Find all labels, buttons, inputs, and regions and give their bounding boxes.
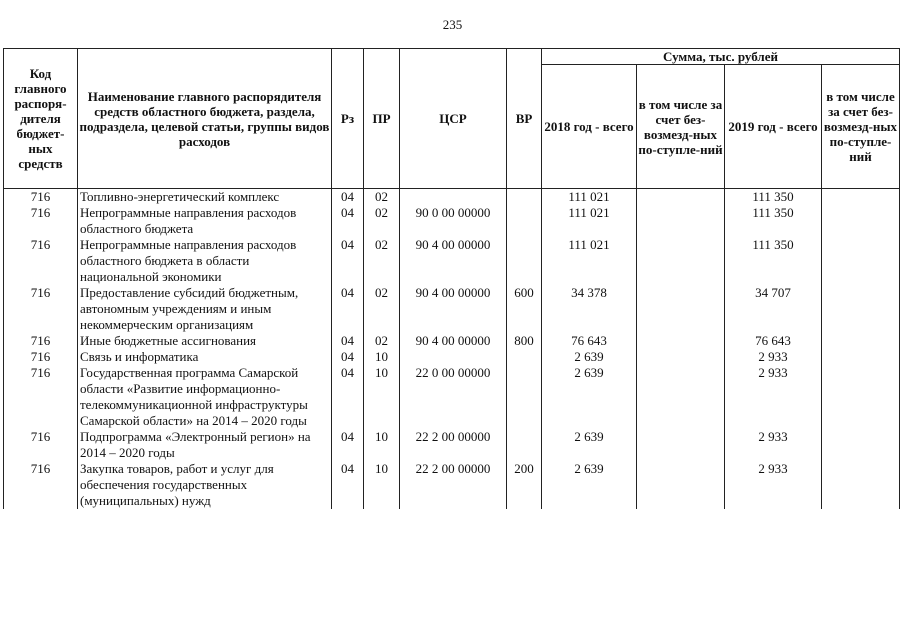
row-2019-free [822,365,900,429]
row-csr: 90 4 00 00000 [400,333,507,349]
row-pr: 10 [364,461,400,509]
row-code: 716 [4,205,78,237]
row-2018-total: 2 639 [542,461,637,509]
row-code: 716 [4,429,78,461]
row-2018-total: 111 021 [542,205,637,237]
row-csr: 90 4 00 00000 [400,285,507,333]
header-2018-total: 2018 год - всего [542,65,637,189]
table-row [4,461,900,509]
row-2018-free [637,349,725,365]
header-sum-group: Сумма, тыс. рублей [542,49,900,65]
row-code: 716 [4,333,78,349]
table-body [4,189,900,510]
row-csr: 90 4 00 00000 [400,237,507,285]
row-csr: 90 0 00 00000 [400,205,507,237]
row-pr: 10 [364,365,400,429]
row-pr: 10 [364,349,400,365]
row-2019-free [822,189,900,206]
row-2018-free [637,461,725,509]
page-number: 235 [442,17,463,32]
row-rz: 04 [332,237,364,285]
row-code: 716 [4,285,78,333]
header-2018-free: в том числе за счет без-возмезд-ных по-ступле-ний [637,65,725,189]
row-vr: 600 [507,285,542,333]
row-rz: 04 [332,189,364,206]
row-2019-total: 111 350 [725,189,822,206]
row-pr: 02 [364,205,400,237]
budget-table [3,48,900,509]
row-csr: 22 0 00 00000 [400,365,507,429]
row-2019-free [822,205,900,237]
table-row [4,189,900,206]
row-name: Непрограммные направления расходов областного бюджета [78,205,332,237]
row-2018-free [637,429,725,461]
row-name: Связь и информатика [78,349,332,365]
row-vr [507,349,542,365]
row-2018-total: 76 643 [542,333,637,349]
row-2019-total: 111 350 [725,205,822,237]
header-vr: ВР [507,49,542,189]
row-rz: 04 [332,333,364,349]
row-rz: 04 [332,285,364,333]
row-2018-free [637,285,725,333]
row-2019-free [822,285,900,333]
row-2019-total: 2 933 [725,429,822,461]
row-vr: 800 [507,333,542,349]
table-header [4,49,900,189]
row-2019-free [822,333,900,349]
row-2018-free [637,237,725,285]
row-2018-free [637,333,725,349]
row-rz: 04 [332,205,364,237]
row-code: 716 [4,349,78,365]
row-2019-total: 111 350 [725,237,822,285]
table-row [4,349,900,365]
row-pr: 02 [364,189,400,206]
row-name: Подпрограмма «Электронный регион» на 2014 – 2020 годы [78,429,332,461]
table-row [4,205,900,237]
row-vr [507,205,542,237]
row-rz: 04 [332,461,364,509]
row-name: Топливно-энергетический комплекс [78,189,332,206]
row-csr [400,189,507,206]
row-rz: 04 [332,349,364,365]
header-name: Наименование главного распорядителя средств областного бюджета, раздела, подраздела, целевой статьи, группы видов расходов [78,49,332,189]
row-vr [507,237,542,285]
row-vr [507,189,542,206]
row-2019-total: 2 933 [725,365,822,429]
table-row [4,333,900,349]
row-2018-total: 2 639 [542,349,637,365]
header-2019-total: 2019 год - всего [725,65,822,189]
row-vr [507,429,542,461]
row-2019-free [822,237,900,285]
row-2019-free [822,429,900,461]
row-code: 716 [4,461,78,509]
row-pr: 02 [364,285,400,333]
table-row [4,237,900,285]
row-code: 716 [4,189,78,206]
row-pr: 02 [364,237,400,285]
row-name: Предоставление субсидий бюджетным, автономным учреждениям и иным некоммерческим организациям [78,285,332,333]
row-2018-free [637,365,725,429]
row-2018-total: 111 021 [542,189,637,206]
row-2019-total: 76 643 [725,333,822,349]
row-name: Государственная программа Самарской области «Развитие информационно-телекоммуникационной инфраструктуры Самарской области» на 2014 – 2020 годы [78,365,332,429]
header-pr: ПР [364,49,400,189]
row-2018-free [637,205,725,237]
row-2019-total: 2 933 [725,461,822,509]
row-2018-total: 111 021 [542,237,637,285]
row-name: Закупка товаров, работ и услуг для обеспечения государственных (муниципальных) нужд [78,461,332,509]
table-row [4,285,900,333]
row-vr [507,365,542,429]
row-code: 716 [4,365,78,429]
row-2019-total: 34 707 [725,285,822,333]
row-csr: 22 2 00 00000 [400,461,507,509]
row-csr: 22 2 00 00000 [400,429,507,461]
header-code: Код главного распоря-дителя бюджет-ных средств [4,49,78,189]
row-2019-free [822,349,900,365]
row-2018-total: 2 639 [542,365,637,429]
row-2019-total: 2 933 [725,349,822,365]
row-csr [400,349,507,365]
row-2018-free [637,189,725,206]
header-rz: Рз [332,49,364,189]
header-2019-free: в том числе за счет без-возмезд-ных по-ступле-ний [822,65,900,189]
row-name: Иные бюджетные ассигнования [78,333,332,349]
row-pr: 10 [364,429,400,461]
row-2018-total: 34 378 [542,285,637,333]
row-pr: 02 [364,333,400,349]
table-row [4,365,900,429]
table-row [4,429,900,461]
row-rz: 04 [332,365,364,429]
row-vr: 200 [507,461,542,509]
header-csr: ЦСР [400,49,507,189]
row-name: Непрограммные направления расходов областного бюджета в области национальной экономики [78,237,332,285]
row-2018-total: 2 639 [542,429,637,461]
row-code: 716 [4,237,78,285]
row-rz: 04 [332,429,364,461]
row-2019-free [822,461,900,509]
